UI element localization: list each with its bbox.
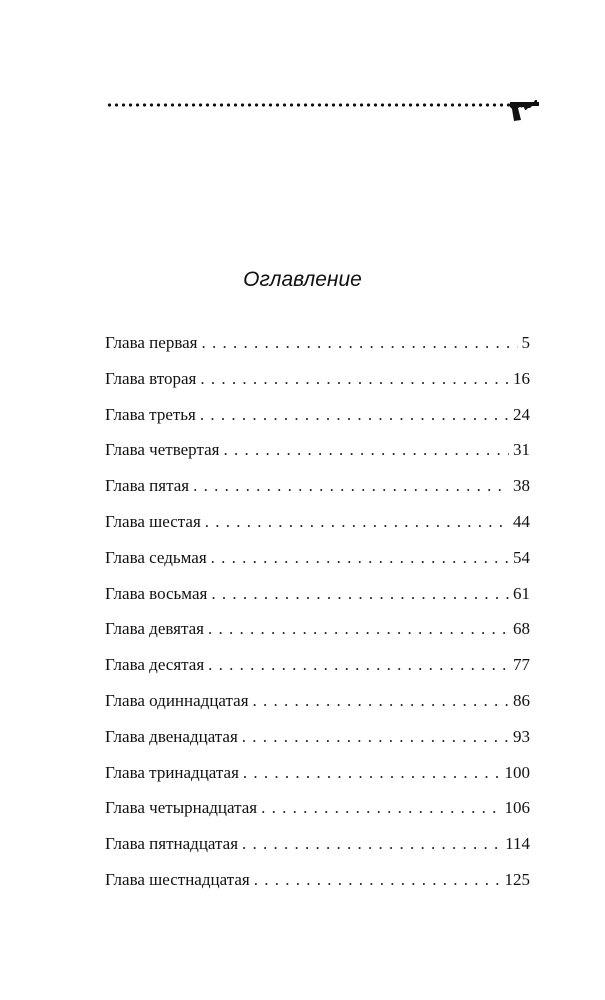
toc-dot-leader	[223, 432, 509, 468]
toc-title: Оглавление	[243, 268, 362, 291]
toc-entry	[105, 647, 530, 683]
toc-entry-label: Глава первая	[105, 333, 198, 352]
toc-dot-leader	[211, 576, 509, 612]
toc-entry-page: 100	[504, 762, 530, 782]
toc-dot-leader	[200, 361, 509, 397]
toc-entry-page: 68	[513, 619, 530, 639]
toc-entry	[105, 755, 530, 791]
toc-entry-label: Глава одиннадцатая	[105, 690, 249, 710]
toc-entry	[105, 504, 530, 540]
toc-entry-label: Глава шестая	[105, 511, 201, 531]
toc-entry-label: Глава вторая	[105, 368, 197, 388]
toc-list	[105, 325, 530, 898]
toc-dot-leader	[243, 755, 501, 791]
toc-entry-page: 86	[513, 690, 530, 710]
toc-entry-page: 54	[513, 547, 530, 567]
toc-entry	[105, 540, 530, 576]
toc-dot-leader	[205, 504, 509, 540]
toc-entry	[105, 397, 530, 433]
header-dotted-rule	[106, 100, 516, 110]
toc-entry	[105, 432, 530, 468]
toc-entry	[105, 468, 530, 504]
toc-entry-label: Глава десятая	[105, 655, 205, 675]
toc-entry-label: Глава пятая	[105, 476, 190, 496]
toc-entry	[105, 719, 530, 755]
toc-entry-page: 5	[521, 333, 530, 352]
toc-entry-label: Глава четвертая	[105, 440, 220, 460]
toc-entry	[105, 862, 530, 898]
toc-entry-label: Глава седьмая	[105, 547, 207, 567]
toc-dot-leader	[208, 611, 509, 647]
toc-dot-leader	[208, 647, 509, 683]
toc-entry-label: Глава восьмая	[105, 583, 208, 603]
toc-dot-leader	[253, 683, 509, 719]
toc-entry	[105, 576, 530, 612]
toc-entry-page: 61	[513, 583, 530, 603]
revolver-icon	[508, 98, 542, 124]
toc-dot-leader	[242, 826, 501, 862]
toc-dot-leader	[202, 325, 518, 361]
toc-entry	[105, 325, 530, 361]
toc-entry	[105, 611, 530, 647]
toc-entry-page: 77	[513, 655, 530, 675]
toc-entry	[105, 361, 530, 397]
toc-entry-page: 44	[513, 511, 530, 531]
toc-dot-leader	[254, 862, 501, 898]
toc-dot-leader	[211, 540, 509, 576]
toc-dot-leader	[242, 719, 509, 755]
toc-entry-page: 114	[505, 834, 530, 854]
toc-entry-label: Глава тринадцатая	[105, 762, 239, 782]
toc-entry	[105, 683, 530, 719]
toc-entry-page: 16	[513, 368, 530, 388]
toc-dot-leader	[200, 397, 509, 433]
toc-entry-label: Глава пятнадцатая	[105, 834, 239, 854]
toc-entry-label: Глава четырнадцатая	[105, 798, 258, 818]
toc-dot-leader	[193, 468, 509, 504]
toc-dot-leader	[261, 790, 500, 826]
toc-entry-label: Глава двенадцатая	[105, 726, 238, 746]
toc-entry-page: 38	[513, 476, 530, 496]
toc-entry-page: 106	[504, 798, 530, 818]
toc-entry-label: Глава третья	[105, 404, 196, 424]
toc-entry-page: 125	[504, 869, 530, 889]
dotted-line	[106, 103, 516, 107]
toc-entry-label: Глава шестнадцатая	[105, 869, 250, 889]
toc-entry	[105, 790, 530, 826]
toc-entry	[105, 826, 530, 862]
toc-entry-page: 24	[513, 404, 530, 424]
toc-entry-page: 93	[513, 726, 530, 746]
toc-entry-label: Глава девятая	[105, 619, 204, 639]
toc-entry-page: 31	[513, 440, 530, 460]
